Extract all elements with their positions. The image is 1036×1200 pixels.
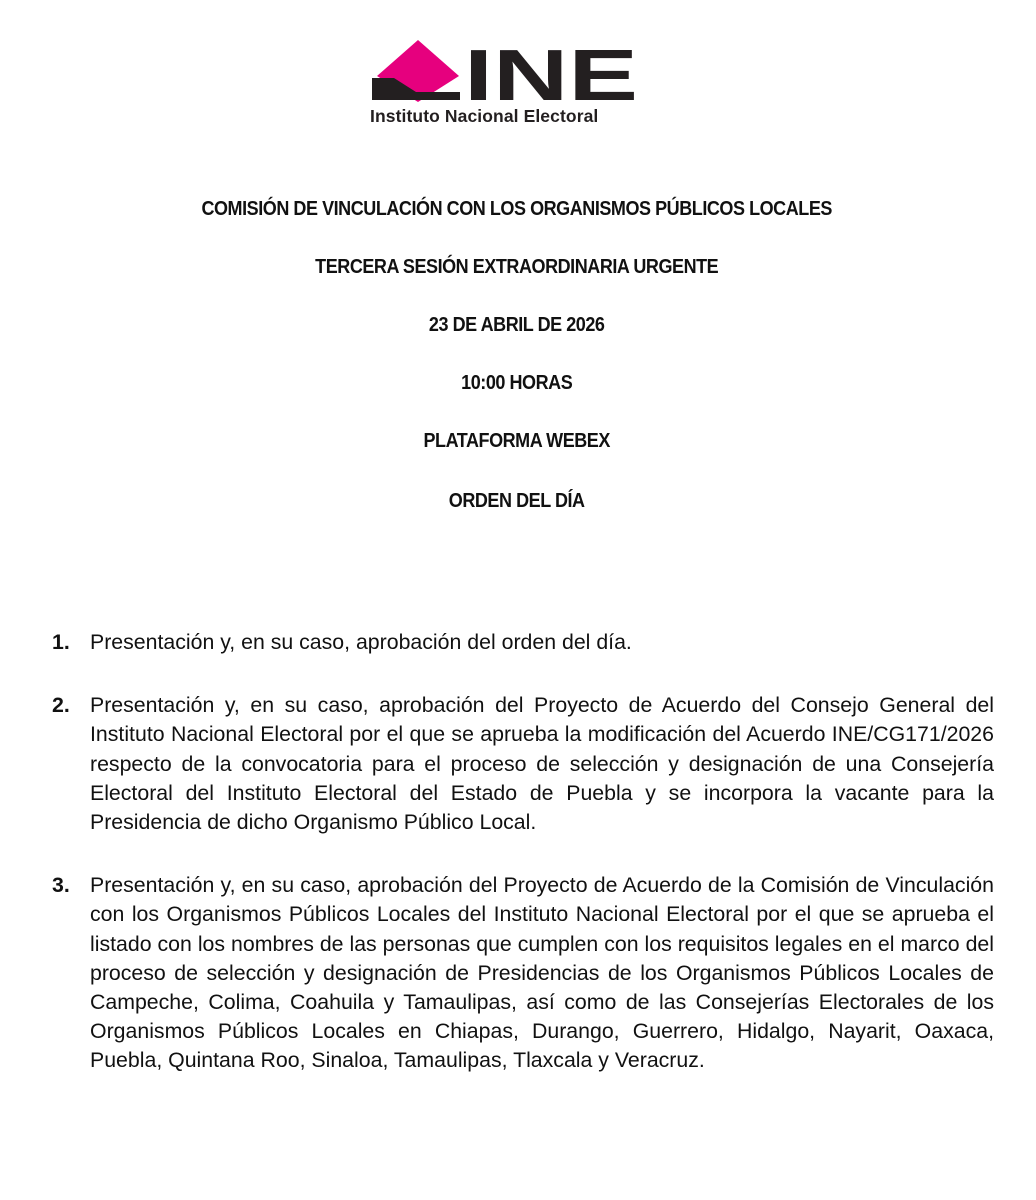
agenda-item-number: 2. [52, 693, 70, 718]
session-title: TERCERA SESIÓN EXTRAORDINARIA URGENTE [315, 256, 719, 278]
ine-logo [368, 38, 648, 133]
session-platform: PLATAFORMA WEBEX [423, 430, 610, 452]
agenda-title: ORDEN DEL DÍA [448, 490, 585, 512]
agenda-item [52, 871, 994, 1075]
agenda-item [52, 628, 994, 657]
agenda-item [52, 691, 994, 837]
agenda-item-number: 3. [52, 873, 70, 898]
agenda-list [52, 628, 994, 1110]
session-time: 10:00 HORAS [461, 372, 573, 394]
agenda-item-text: Presentación y, en su caso, aprobación del orden del día. [90, 630, 632, 654]
agenda-item-number: 1. [52, 630, 70, 654]
commission-title: COMISIÓN DE VINCULACIÓN CON LOS ORGANISMOS PÚBLICOS LOCALES [201, 198, 832, 220]
agenda-item-text: Presentación y, en su caso, aprobación del Proyecto de Acuerdo del Consejo General del Instituto Nacional Electoral por el que se aprueba la modificación del Acuerdo INE/CG171/2026 respecto de la convocatoria para el proceso de selección y designación de una Consejería Electoral del Instituto Electoral del Estado de Puebla y se incorpora la vacante para la Presidencia de dicho Organismo Público Local. [90, 693, 994, 835]
ine-logo-subtitle: Instituto Nacional Electoral [370, 106, 599, 126]
session-date: 23 DE ABRIL DE 2026 [428, 314, 605, 336]
ine-wordmark: INE [464, 38, 638, 108]
agenda-item-text: Presentación y, en su caso, aprobación del Proyecto de Acuerdo de la Comisión de Vinculación con los Organismos Públicos Locales del Instituto Nacional Electoral por el que se aprueba el listado con los nombres de las personas que cumplen con los requisitos legales en el marco del proceso de selección y designación de Presidencias de los Organismos Públicos Locales de Campeche, Colima, Coahuila y Tamaulipas, así como de las Consejerías Electorales de los Organismos Públicos Locales en Chiapas, Durango, Guerrero, Hidalgo, Nayarit, Oaxaca, Puebla, Quintana Roo, Sinaloa, Tamaulipas, Tlaxcala y Veracruz. [90, 873, 994, 1073]
ine-logo-mark [368, 38, 648, 108]
